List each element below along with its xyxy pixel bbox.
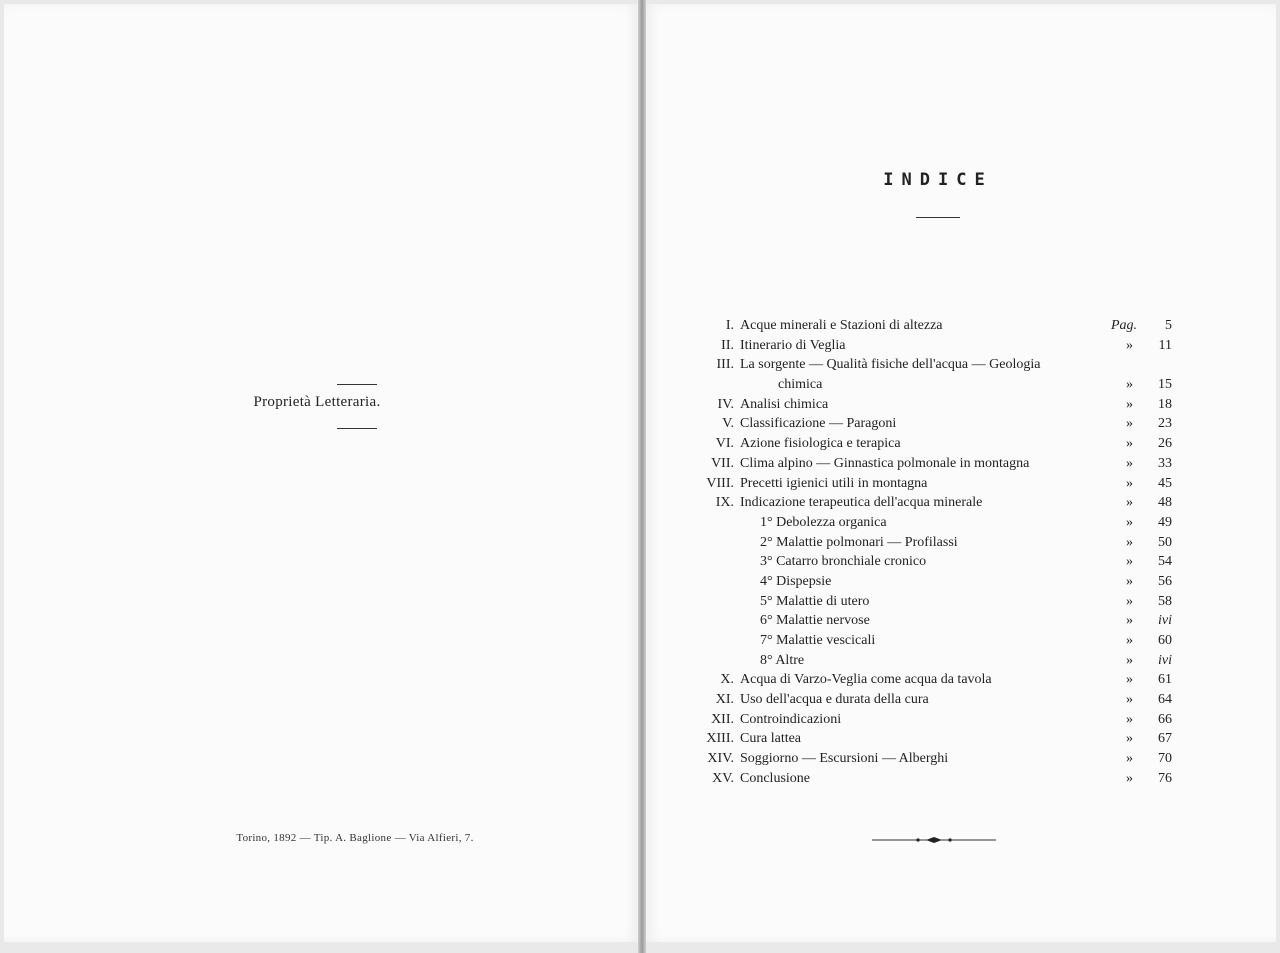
chapter-title: 8° Altre: [760, 652, 805, 668]
toc-row: [640, 355, 1200, 375]
chapter-title: 4° Dispepsie: [760, 573, 832, 589]
page-number: 48: [1158, 495, 1172, 511]
page-number: 58: [1158, 593, 1172, 609]
toc-row: [640, 769, 1200, 789]
chapter-title: Clima alpino — Ginnastica polmonale in montagna: [740, 455, 1030, 471]
chapter-title: Classificazione — Paragoni: [740, 416, 897, 432]
page-number: 56: [1158, 573, 1172, 589]
page-number: 64: [1158, 692, 1172, 708]
chapter-title: Analisi chimica: [740, 396, 829, 412]
page-number: ivi: [1158, 652, 1172, 668]
chapter-title: Precetti igienici utili in montagna: [740, 475, 928, 491]
toc-row: [640, 611, 1200, 631]
ditto-mark: »: [1126, 495, 1133, 511]
page-number: 70: [1158, 751, 1172, 767]
ditto-mark: »: [1126, 436, 1133, 452]
toc-row: [640, 474, 1200, 494]
chapter-number: VII.: [711, 455, 734, 471]
page-ref-label: Pag.: [1111, 318, 1138, 333]
toc-row: [640, 395, 1200, 415]
table-of-contents: [640, 316, 1200, 789]
chapter-title: chimica: [778, 377, 823, 393]
chapter-title: Conclusione: [740, 770, 810, 786]
toc-row: [640, 316, 1200, 336]
page-number: 61: [1158, 672, 1172, 688]
chapter-number: I.: [725, 318, 734, 333]
page-number: 33: [1158, 455, 1172, 471]
toc-row: [640, 336, 1200, 356]
chapter-number: VIII.: [706, 475, 734, 491]
chapter-title: La sorgente — Qualità fisiche dell'acqua — Geologia: [740, 357, 1041, 373]
chapter-title: Uso dell'acqua e durata della cura: [740, 692, 929, 708]
page-number: 5: [1165, 318, 1172, 333]
chapter-number: XI.: [715, 692, 734, 708]
ditto-mark: »: [1126, 396, 1133, 412]
chapter-title: Indicazione terapeutica dell'acqua minerale: [740, 495, 983, 511]
chapter-number: III.: [716, 357, 734, 373]
toc-row: [640, 670, 1200, 690]
chapter-title: 3° Catarro bronchiale cronico: [760, 554, 927, 570]
ditto-mark: »: [1126, 711, 1133, 727]
toc-row: [640, 414, 1200, 434]
chapter-title: Azione fisiologica e terapica: [740, 436, 901, 452]
chapter-title: 7° Malattie vescicali: [760, 633, 876, 648]
chapter-title: Soggiorno — Escursioni — Alberghi: [740, 751, 949, 767]
page-number: 23: [1158, 416, 1172, 432]
toc-row: [640, 493, 1200, 513]
page-number: ivi: [1158, 613, 1172, 629]
ditto-mark: »: [1126, 455, 1133, 471]
title-rule: [916, 217, 960, 218]
copyright-bottom-rule: [337, 428, 377, 429]
ditto-mark: »: [1126, 613, 1133, 629]
toc-row: [640, 651, 1200, 671]
chapter-number: X.: [720, 672, 734, 688]
toc-row: [640, 592, 1200, 612]
chapter-number: XIV.: [707, 751, 734, 767]
printer-imprint: Torino, 1892 — Tip. A. Baglione — Via Alfieri, 7.: [236, 832, 474, 844]
ditto-mark: »: [1126, 377, 1133, 393]
page-number: 54: [1158, 554, 1172, 570]
toc-row: [640, 552, 1200, 572]
toc-row: [640, 749, 1200, 769]
chapter-number: VI.: [715, 436, 734, 452]
ditto-mark: »: [1126, 534, 1133, 550]
chapter-title: Controindicazioni: [740, 711, 842, 727]
chapter-title: 5° Malattie di utero: [760, 593, 870, 609]
toc-row: [640, 572, 1200, 592]
toc-row: [640, 690, 1200, 710]
chapter-number: V.: [722, 416, 734, 432]
page-number: 26: [1158, 436, 1172, 452]
ditto-mark: »: [1126, 554, 1133, 570]
index-title: INDICE: [883, 170, 993, 190]
chapter-number: IX.: [715, 495, 734, 511]
chapter-title: 1° Debolezza organica: [760, 514, 887, 530]
chapter-number: XV.: [712, 770, 734, 786]
chapter-number: XII.: [711, 711, 734, 727]
ditto-mark: »: [1126, 731, 1133, 747]
chapter-number: XIII.: [706, 731, 734, 747]
left-page: [4, 4, 638, 942]
ditto-mark: »: [1126, 652, 1133, 668]
page-number: 15: [1158, 377, 1172, 393]
page-number: 66: [1158, 711, 1172, 727]
ditto-mark: »: [1126, 573, 1133, 589]
chapter-title: Itinerario di Veglia: [740, 337, 846, 353]
chapter-title: Acque minerali e Stazioni di altezza: [740, 318, 943, 333]
page-number: 60: [1158, 633, 1172, 648]
chapter-title: Cura lattea: [740, 731, 802, 747]
page-number: 67: [1158, 731, 1172, 747]
ditto-mark: »: [1126, 416, 1133, 432]
ditto-mark: »: [1126, 692, 1133, 708]
ditto-mark: »: [1126, 770, 1133, 786]
page-number: 45: [1158, 475, 1172, 491]
copyright-top-rule: [337, 384, 377, 385]
ditto-mark: »: [1126, 337, 1133, 353]
toc-row: [640, 454, 1200, 474]
ditto-mark: »: [1126, 633, 1133, 648]
page-number: 50: [1158, 534, 1172, 550]
ditto-mark: »: [1126, 475, 1133, 491]
toc-row: [640, 710, 1200, 730]
copyright-text: Proprietà Letteraria.: [253, 394, 381, 410]
ditto-mark: »: [1126, 751, 1133, 767]
chapter-title: 2° Malattie polmonari — Profilassi: [760, 534, 958, 550]
page-number: 11: [1158, 337, 1172, 353]
toc-row: [640, 533, 1200, 553]
page-number: 49: [1158, 514, 1172, 530]
closing-ornament-icon: [872, 836, 996, 844]
page-number: 76: [1158, 770, 1172, 786]
chapter-number: IV.: [717, 396, 734, 412]
toc-row: [640, 513, 1200, 533]
toc-row: [640, 631, 1200, 651]
page-number: 18: [1158, 396, 1172, 412]
ditto-mark: »: [1126, 672, 1133, 688]
chapter-title: 6° Malattie nervose: [760, 613, 870, 629]
ditto-mark: »: [1126, 593, 1133, 609]
copyright-notice: [0, 394, 634, 411]
toc-row: [640, 434, 1200, 454]
chapter-title: Acqua di Varzo-Veglia come acqua da tavola: [740, 672, 992, 688]
toc-row: [640, 729, 1200, 749]
chapter-number: II.: [721, 337, 734, 353]
ditto-mark: »: [1126, 514, 1133, 530]
toc-row: [640, 375, 1200, 395]
